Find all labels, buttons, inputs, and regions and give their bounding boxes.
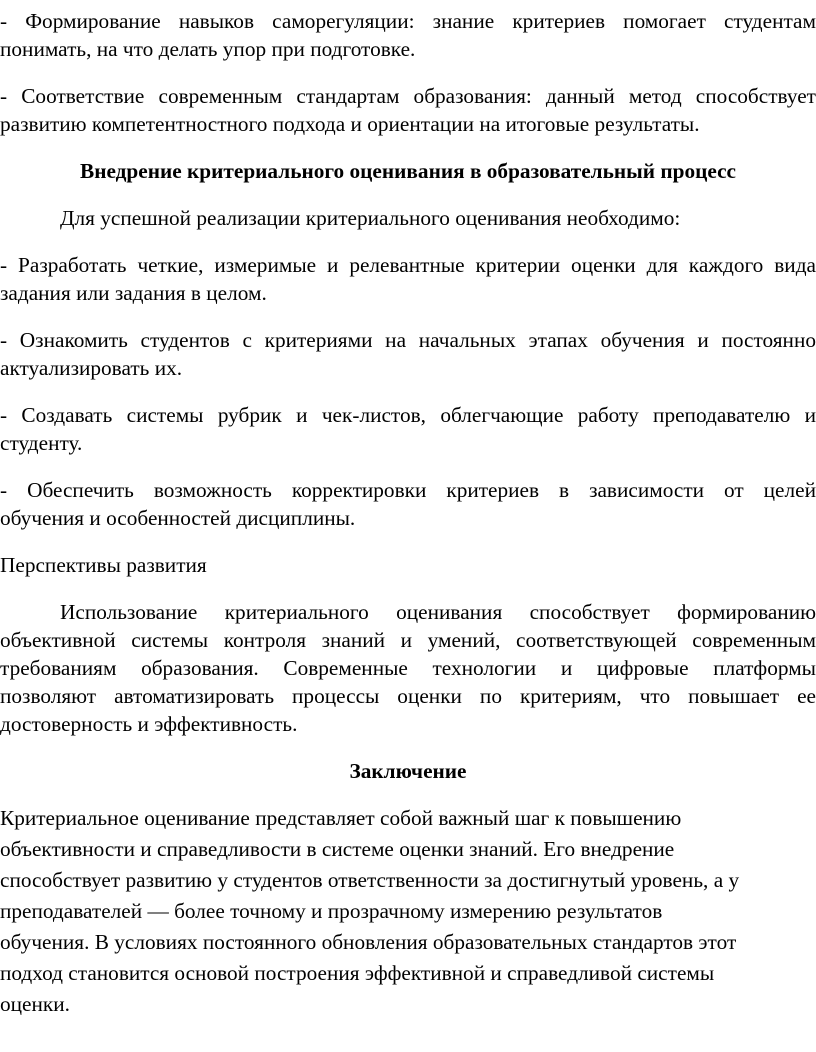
paragraph-line: достоверность и эффективность.	[0, 712, 298, 736]
paragraph-line: Использование критериального оценивания способствует формированию	[60, 600, 816, 624]
paragraph-line: развитию компетентностного подхода и ориентации на итоговые результаты.	[0, 112, 700, 136]
list-item-line: - Ознакомить студентов с критериями на начальных этапах обучения и постоянно	[0, 328, 816, 352]
section-heading: Внедрение критериального оценивания в образовательный процесс	[79, 159, 736, 183]
list-item-line: актуализировать их.	[0, 356, 183, 380]
list-item-line: - Разработать четкие, измеримые и релевантные критерии оценки для каждого вида	[0, 253, 816, 277]
paragraph-line: требованиям образования. Современные технологии и цифровые платформы	[0, 656, 816, 680]
paragraph-line: подход становится основой построения эффективной и справедливой системы	[0, 961, 715, 985]
list-item-line: обучения и особенностей дисциплины.	[0, 506, 356, 530]
paragraph-line: объективности и справедливости в системе оценки знаний. Его внедрение	[0, 837, 675, 861]
list-item-line: - Создавать системы рубрик и чек-листов, облегчающие работу преподавателю и	[0, 403, 816, 427]
list-item-line: задания или задания в целом.	[0, 281, 267, 305]
paragraph-line: преподавателей — более точному и прозрачному измерению результатов	[0, 899, 663, 923]
paragraph-line: - Соответствие современным стандартам образования: данный метод способствует	[0, 84, 816, 108]
paragraph-line: - Формирование навыков саморегуляции: знание критериев помогает студентам	[0, 9, 816, 33]
subsection-title: Перспективы развития	[0, 553, 207, 577]
paragraph-line: позволяют автоматизировать процессы оценки по критериям, что повышает ее	[0, 684, 816, 708]
conclusion-heading: Заключение	[349, 759, 467, 783]
paragraph-line: оценки.	[0, 992, 70, 1016]
paragraph-line: объективной системы контроля знаний и умений, соответствующей современным	[0, 628, 816, 652]
paragraph-line: Критериальное оценивание представляет собой важный шаг к повышению	[0, 806, 682, 830]
paragraph-line: обучения. В условиях постоянного обновления образовательных стандартов этот	[0, 930, 737, 954]
list-item-line: - Обеспечить возможность корректировки критериев в зависимости от целей	[0, 478, 816, 502]
paragraph-line: Для успешной реализации критериального оценивания необходимо:	[60, 206, 681, 230]
list-item-line: студенту.	[0, 431, 83, 455]
paragraph-line: способствует развитию у студентов ответственности за достигнутый уровень, а у	[0, 868, 740, 892]
paragraph-line: понимать, на что делать упор при подготовке.	[0, 37, 416, 61]
